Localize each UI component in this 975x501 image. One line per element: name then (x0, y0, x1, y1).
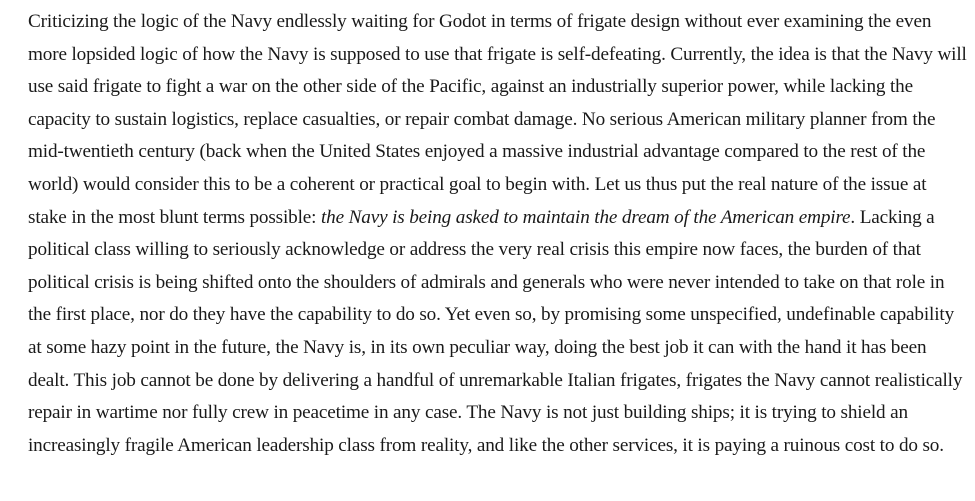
paragraph-text-part-1: Criticizing the logic of the Navy endlessly waiting for Godot in terms of frigate design without ever examining the even more lopsided logic of how the Navy is supposed to use that frigate is self-defeating. Currently, the idea is that the Navy will use said frigate to fight a war on the other side of the Pacific, against an industrially superior power, while lacking the capacity to sustain logistics, replace casualties, or repair combat damage. No serious American military planner from the mid-twentieth century (back when the United States enjoyed a massive industrial advantage compared to the rest of the world) would consider this to be a coherent or practical goal to begin with. Let us thus put the real nature of the issue at stake in the most blunt terms possible: (28, 11, 967, 228)
paragraph-emphasis: the Navy is being asked to maintain the dream of the American empire (320, 206, 851, 228)
body-paragraph (28, 6, 967, 462)
paragraph-text-part-2: . Lacking a political class willing to seriously acknowledge or address the very real crisis this empire now faces, the burden of that political crisis is being shifted onto the shoulders of admirals and generals who were never intended to take on that role in the first place, nor do they have the capability to do so. Yet even so, by promising some unspecified, undefinable capability at some hazy point in the future, the Navy is, in its own peculiar way, doing the best job it can with the hand it has been dealt. This job cannot be done by delivering a handful of unremarkable Italian frigates, frigates the Navy cannot realistically repair in wartime nor fully crew in peacetime in any case. The Navy is not just building ships; it is trying to shield an increasingly fragile American leadership class from reality, and like the other services, it is paying a ruinous cost to do so. (28, 206, 963, 456)
